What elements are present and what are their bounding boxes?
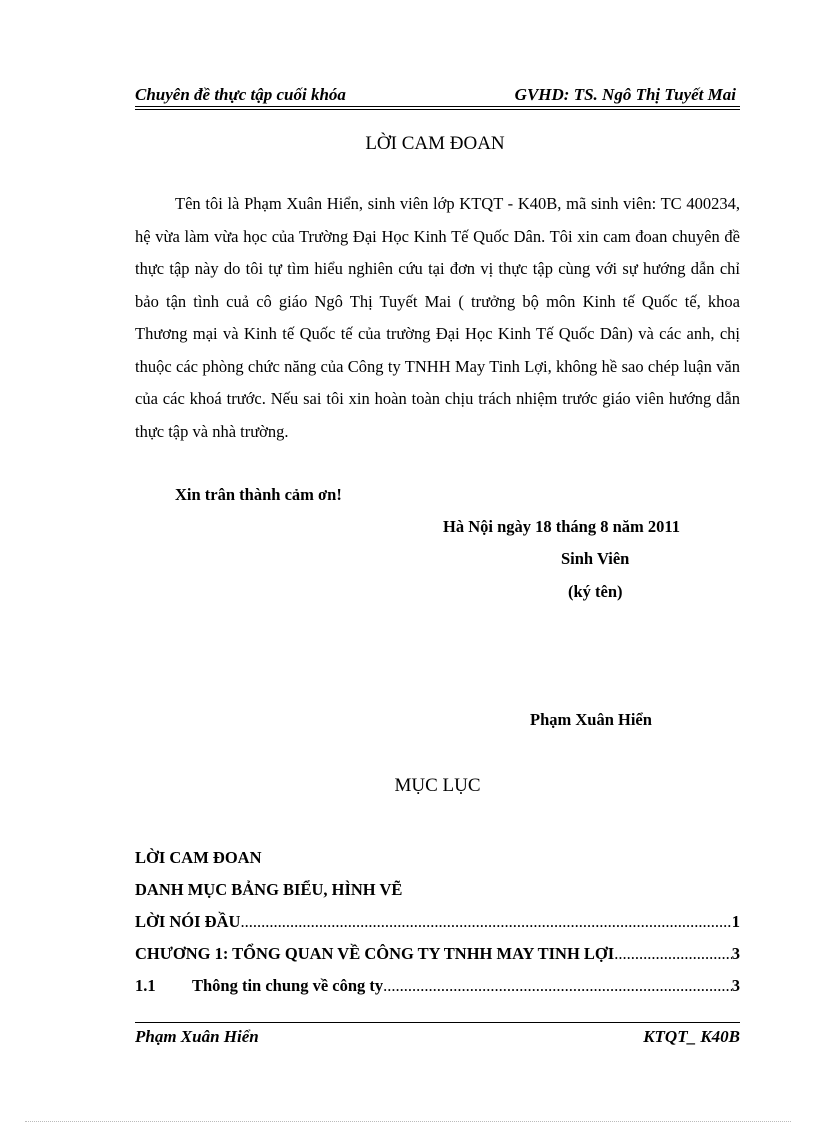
footer-right-text: KTQT_ K40B	[643, 1027, 740, 1046]
toc-entry[interactable]	[135, 944, 740, 966]
header-right-text: GVHD: TS. Ngô Thị Tuyết Mai	[514, 85, 736, 104]
toc-entry-label: DANH MỤC BẢNG BIỂU, HÌNH VẼ	[135, 880, 403, 899]
thanks-text: Xin trân thành cảm ơn!	[175, 485, 342, 504]
toc-leader-dots	[240, 912, 731, 932]
page-bottom-edge	[25, 1121, 791, 1122]
toc-title: MỤC LỤC	[394, 775, 481, 796]
toc-entry-page: 1	[731, 912, 740, 931]
toc-entry-page: 3	[731, 976, 740, 995]
commitment-paragraph: Tên tôi là Phạm Xuân Hiển, sinh viên lớp KTQT - K40B, mã sinh viên: TC 400234, hệ vừa làm vừa học của Trường Đại Học Kinh Tế Quốc Dân. Tôi xin cam đoan chuyên đề thực tập này do tôi tự tìm hiểu nghiên cứu tại đơn vị thực tập cùng với sự hướng dẫn chỉ bảo tận tình cuả cô giáo Ngô Thị Tuyết Mai ( trưởng bộ môn Kinh tế Quốc tế, khoa Thương mại và Kinh tế Quốc tế của trường Đại Học Kinh Tế Quốc Dân) và các anh, chị thuộc các phòng chức năng của Công ty TNHH May Tinh Lợi, không hề sao chép luận văn của các khoá trước. Nếu sai tôi xin hoàn toàn chịu trách nhiệm trước giáo viên hướng dẫn thực tập và nhà trường.	[135, 194, 740, 441]
sign-note-text: (ký tên)	[568, 582, 623, 601]
commitment-title: LỜI CAM ĐOAN	[365, 133, 505, 154]
toc-entry-label: LỜI NÓI ĐẦU	[135, 912, 241, 931]
toc-entry-label: CHƯƠNG 1: TỔNG QUAN VỀ CÔNG TY TNHH MAY TINH LỢI	[135, 944, 615, 963]
toc-entry-number: 1.1	[135, 976, 156, 995]
toc-entry-label: Thông tin chung về công ty	[192, 976, 384, 995]
toc-entry-page: 3	[731, 944, 740, 963]
signer-name: Phạm Xuân Hiển	[530, 710, 652, 729]
toc-leader-dots	[383, 976, 732, 996]
header-rule-secondary	[135, 109, 740, 110]
toc-entry[interactable]	[135, 912, 740, 934]
footer-left-text: Phạm Xuân Hiển	[135, 1027, 259, 1046]
toc-entry-label: LỜI CAM ĐOAN	[135, 848, 262, 867]
toc-entry[interactable]	[135, 880, 740, 902]
toc-entry[interactable]	[135, 976, 740, 998]
place-date-text: Hà Nội ngày 18 tháng 8 năm 2011	[443, 517, 680, 536]
footer-rule	[135, 1022, 740, 1023]
toc-leader-dots	[614, 944, 732, 964]
role-text: Sinh Viên	[561, 549, 630, 568]
header-left-text: Chuyên đề thực tập cuối khóa	[135, 85, 346, 104]
commitment-body	[135, 188, 740, 448]
header-rule	[135, 106, 740, 107]
toc-entry[interactable]	[135, 848, 740, 870]
